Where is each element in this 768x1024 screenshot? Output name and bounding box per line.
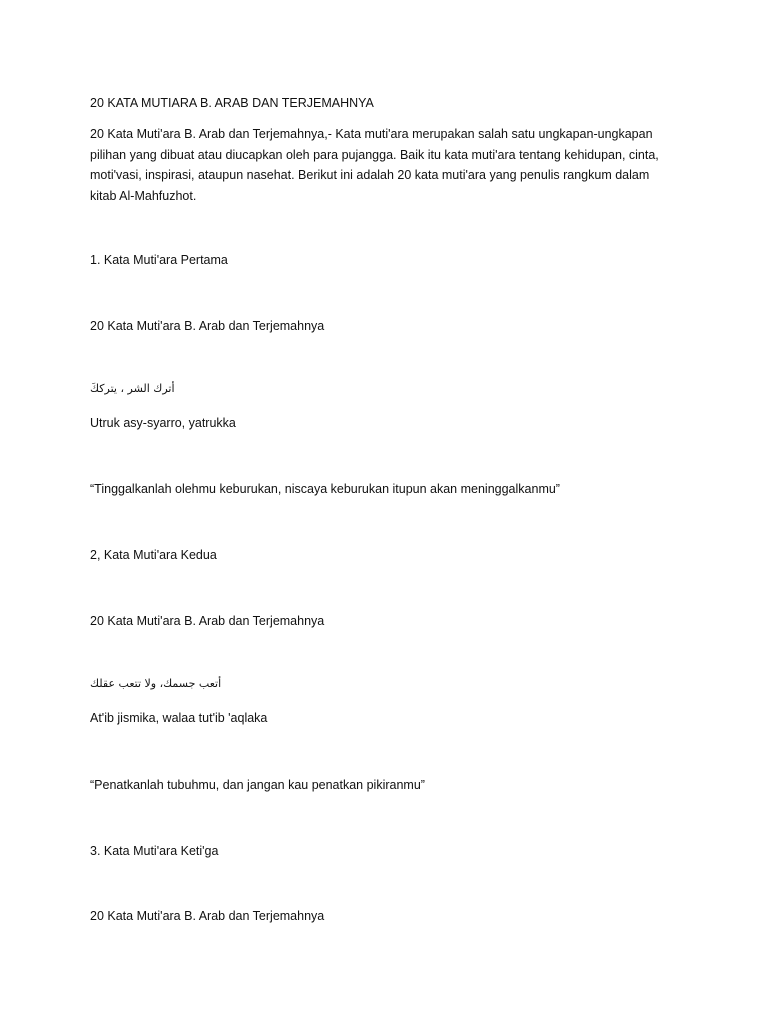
transliteration: At'ib jismika, walaa tut'ib 'aqlaka xyxy=(90,711,268,725)
translation: “Tinggalkanlah olehmu keburukan, niscaya keburukan itupun akan meninggalkanmu” xyxy=(90,482,560,496)
arabic-quote: أتعب جسمك، ولا تتعب عقلك xyxy=(90,677,222,690)
transliteration: Utruk asy-syarro, yatrukka xyxy=(90,416,236,430)
section-heading: 3. Kata Muti'ara Keti'ga xyxy=(90,844,219,858)
intro-paragraph xyxy=(90,124,678,206)
section-subheading: 20 Kata Muti'ara B. Arab dan Terjemahnya xyxy=(90,319,325,333)
intro-line: pilihan yang dibuat atau diucapkan oleh para pujangga. Baik itu kata muti'ara tentang kehidupan, cinta, xyxy=(90,147,659,162)
section-subheading: 20 Kata Muti'ara B. Arab dan Terjemahnya xyxy=(90,909,325,923)
arabic-quote: أترك الشر ، يترككَ xyxy=(90,382,175,395)
document-title: 20 KATA MUTIARA B. ARAB DAN TERJEMAHNYA xyxy=(90,96,374,110)
section-heading: 2, Kata Muti'ara Kedua xyxy=(90,548,217,562)
intro-line: moti'vasi, inspirasi, ataupun nasehat. Berikut ini adalah 20 kata muti'ara yang penulis rangkum dalam xyxy=(90,168,650,182)
intro-line: 20 Kata Muti'ara B. Arab dan Terjemahnya,- Kata muti'ara merupakan salah satu ungkapan-ungkapan xyxy=(90,127,653,141)
section-heading: 1. Kata Muti'ara Pertama xyxy=(90,253,228,267)
section-subheading: 20 Kata Muti'ara B. Arab dan Terjemahnya xyxy=(90,614,325,628)
translation: “Penatkanlah tubuhmu, dan jangan kau penatkan pikiranmu” xyxy=(90,778,425,792)
intro-line: kitab Al-Mahfuzhot. xyxy=(90,188,197,203)
